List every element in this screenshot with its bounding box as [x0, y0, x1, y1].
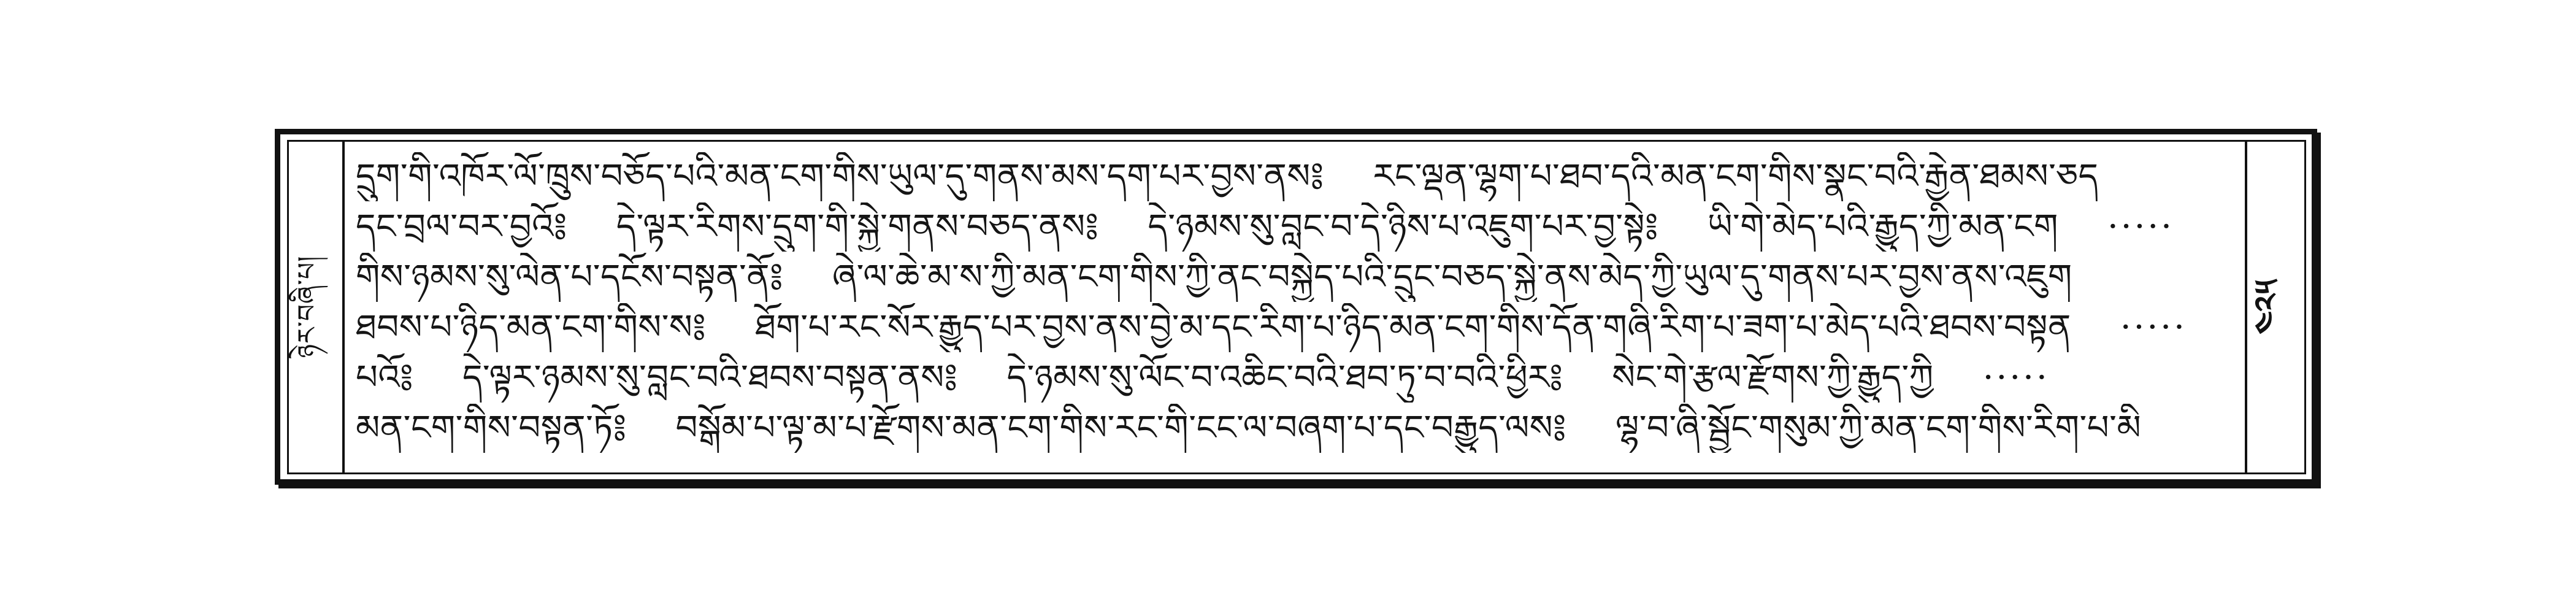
text-line [356, 404, 2236, 453]
line-continuation-dots: ····· [2107, 207, 2174, 247]
text-segment: གིས་ཉམས་སུ་ལེན་པ་དངོས་བསྟན་ནོ༔ [356, 257, 783, 297]
text-segment: ཐབས་པ་ཉིད་མན་ངག་གིས་ས༔ [356, 307, 707, 347]
text-segment: དེ་ཉམས་སུ་བླང་བ་དེ་ཉིས་པ་འཇུག་པར་བྱ་སྟེ༔ [1148, 207, 1658, 247]
text-segment: ཞེ་ལ་ཆེ་མ་ས་ཀྱི་མན་ངག་གིས་ཀྱི་ནང་བསྐྱེད་པའི་དྲུང་བཅད་སྐྱེ་ནས་མེད་ཀྱི་ཡུལ་དུ་གནས་པར་བྱས་ནས་འཇུག [832, 257, 2072, 297]
text-line [356, 303, 2236, 352]
text-segment: དྲུག་གི་འཁོར་ལོ་ཁྲུས་བཅོད་པའི་མན་ངག་གིས་ཡུལ་དུ་གནས་མས་དག་པར་བྱས་ནས༔ [356, 156, 1324, 196]
text-segment: པའོ༔ [356, 358, 413, 398]
text-segment: བསྒོམ་པ་ལྟ་མ་པ་རྫོགས་མན་ངག་གིས་རང་གི་ངང་ལ་བཞག་པ་དང་བརྒྱུད་ལས༔ [675, 408, 1566, 448]
text-segment: ལྷ་བ་ཞི་སྦྱོང་གསུམ་ཀྱི་མན་ངག་གིས་རིག་པ་མི [1615, 408, 2142, 448]
margin-title: ཉེར་བཞི་པ། [291, 255, 322, 358]
text-block [356, 147, 2236, 466]
text-segment: སེང་གེ་རྩལ་རྫོགས་ཀྱི་རྒྱུད་ཀྱི [1612, 358, 1934, 398]
text-segment: མན་ངག་གིས་བསྟན་ཏོ༔ [356, 408, 627, 448]
text-line [356, 253, 2236, 302]
text-segment: རང་ལྡན་ལྷག་པ་ཐབ་དའི་མན་ངག་གིས་སྣང་བའི་རྒྱེན་ཐམས་ཅད [1373, 156, 2099, 196]
text-segment: དེ་ཉམས་སུ་ལོང་བ་འཆིང་བའི་ཐབ་ཏུ་བ་བའི་ཕྱིར༔ [1006, 358, 1563, 398]
text-segment: ཐོག་པ་རང་སོར་རྒྱུད་པར་བྱས་ནས་བྱེ་མ་དང་རིག་པ་ཉིད་མན་ངག་གིས་དོན་གཞི་རིག་པ་ཟག་པ་མེད་པའི་ཐབས་བསྟན [755, 307, 2071, 347]
line-continuation-dots: ····· [1982, 358, 2050, 398]
text-line [356, 353, 2236, 403]
text-line [356, 152, 2236, 201]
line-continuation-dots: ····· [2120, 307, 2187, 347]
text-segment: དེ་ལྟར་རིགས་དྲུག་གི་སྐྱེ་གནས་བཅད་ནས༔ [616, 207, 1099, 247]
text-line [356, 202, 2236, 252]
page-number: ༤༢༥ [2248, 279, 2287, 334]
text-segment: དེ་ལྟར་ཉམས་སུ་བླང་བའི་ཐབས་བསྟན་ནས༔ [462, 358, 958, 398]
text-segment: ཡི་གེ་མེད་པའི་རྒྱུད་ཀྱི་མན་ངག [1707, 207, 2058, 247]
text-segment: དང་བྲལ་བར་བྱའོ༔ [356, 207, 567, 247]
